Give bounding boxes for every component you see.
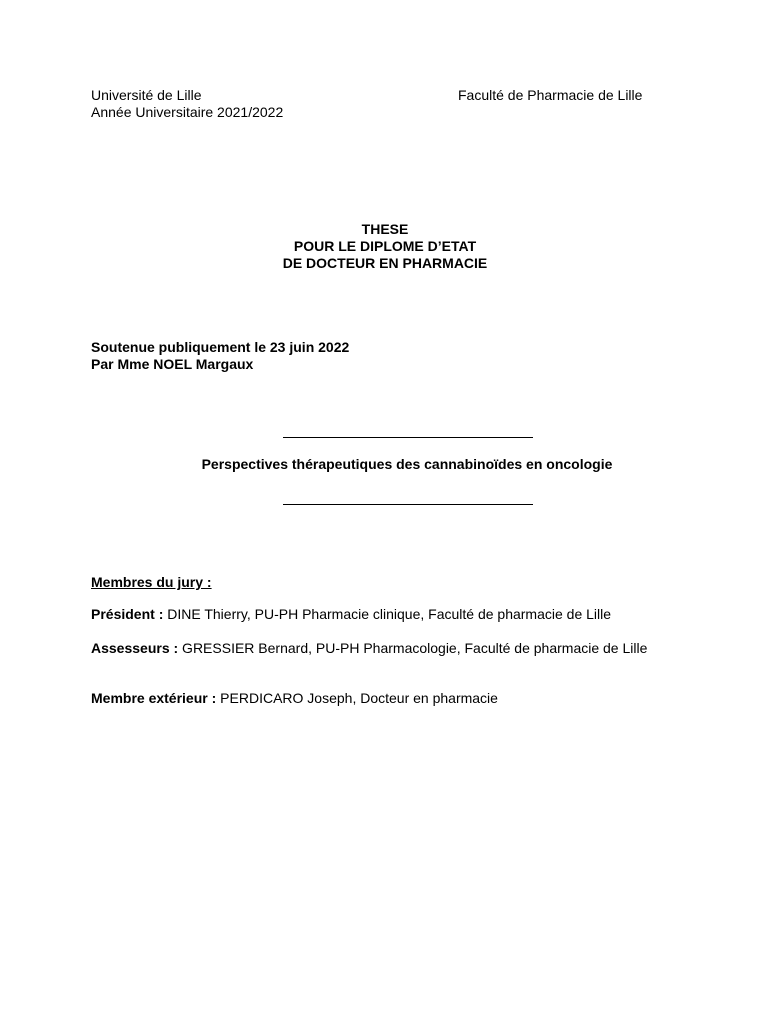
title-rule-bottom <box>283 504 533 505</box>
university-name: Université de Lille <box>91 87 202 103</box>
assessors-text: GRESSIER Bernard, PU-PH Pharmacologie, Faculté de pharmacie de Lille <box>178 640 648 656</box>
title-rule-top <box>283 437 533 438</box>
external-label: Membre extérieur : <box>91 690 217 706</box>
thesis-heading-line3: DE DOCTEUR EN PHARMACIE <box>282 255 488 271</box>
thesis-heading-line2: POUR LE DIPLOME D’ETAT <box>293 238 477 254</box>
president-label: Président : <box>91 606 164 622</box>
thesis-heading-line1: THESE <box>361 221 409 237</box>
jury-external-member <box>91 690 498 707</box>
external-text: PERDICARO Joseph, Docteur en pharmacie <box>216 690 498 706</box>
jury-assessors <box>91 640 691 657</box>
assessors-label: Assesseurs : <box>91 640 179 656</box>
author-line: Par Mme NOEL Margaux <box>91 356 254 372</box>
thesis-title: Perspectives thérapeutiques des cannabinoïdes en oncologie <box>201 456 613 472</box>
jury-heading: Membres du jury : <box>91 574 212 590</box>
defense-date: Soutenue publiquement le 23 juin 2022 <box>91 339 350 355</box>
jury-president <box>91 606 611 623</box>
faculty-name: Faculté de Pharmacie de Lille <box>458 87 643 103</box>
academic-year: Année Universitaire 2021/2022 <box>91 104 284 120</box>
president-text: DINE Thierry, PU-PH Pharmacie clinique, Faculté de pharmacie de Lille <box>163 606 612 622</box>
